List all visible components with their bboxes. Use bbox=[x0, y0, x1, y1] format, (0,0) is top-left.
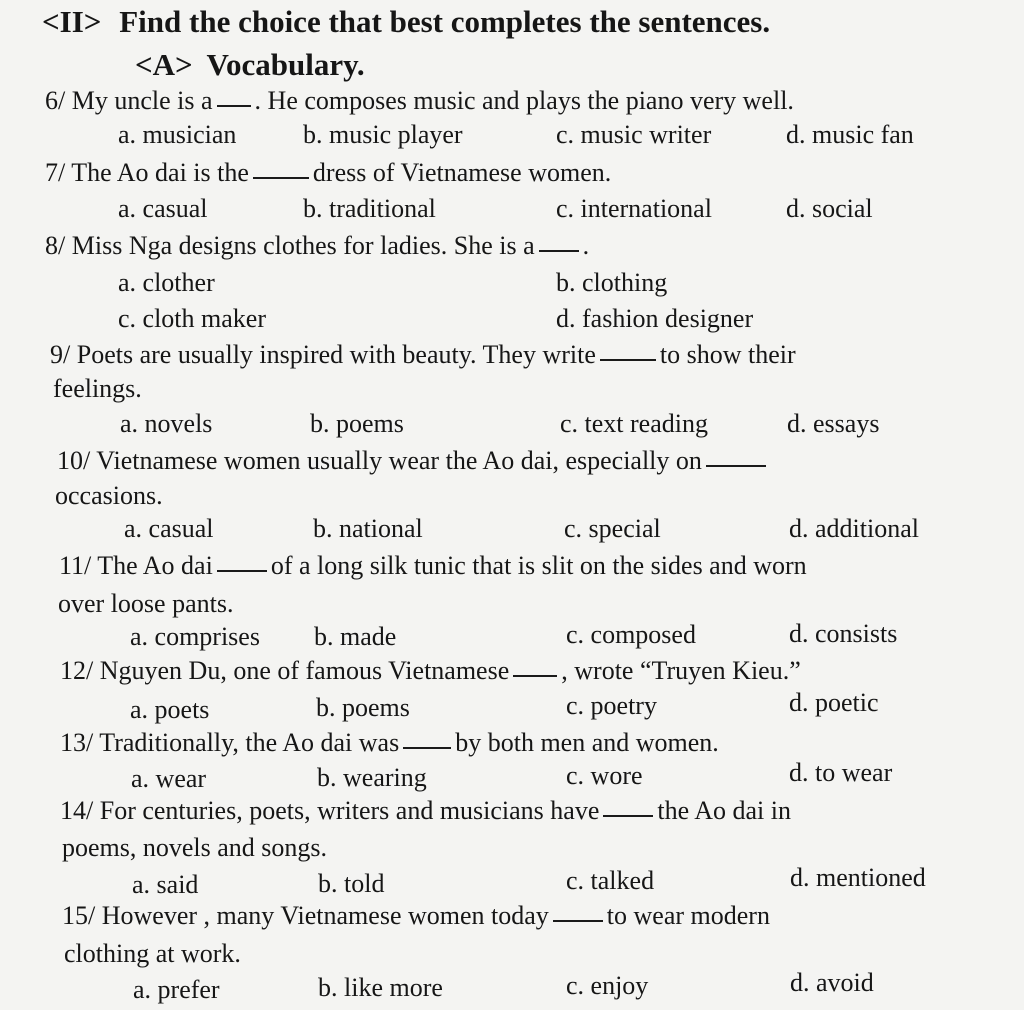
option-c: c. wore bbox=[566, 761, 643, 790]
question-text: the Ao dai in bbox=[657, 796, 791, 825]
question-9-continuation: feelings. bbox=[53, 374, 142, 403]
option-b: b. music player bbox=[303, 120, 463, 149]
part-label: <II> bbox=[42, 4, 102, 39]
question-15 bbox=[62, 903, 770, 929]
option-c: c. cloth maker bbox=[118, 304, 266, 333]
option-a: a. said bbox=[132, 870, 199, 899]
question-number: 7/ bbox=[45, 158, 66, 187]
option-b: b. wearing bbox=[317, 763, 427, 792]
question-text: Traditionally, the Ao dai was bbox=[99, 728, 400, 757]
option-d: d. avoid bbox=[790, 968, 874, 997]
question-7 bbox=[45, 160, 611, 186]
question-11-continuation: over loose pants. bbox=[58, 589, 234, 618]
option-b: b. told bbox=[318, 869, 385, 898]
question-14 bbox=[60, 798, 791, 824]
section-title: Find the choice that best completes the sentences. bbox=[119, 4, 771, 39]
question-text: For centuries, poets, writers and musicians have bbox=[99, 796, 600, 825]
option-a: a. wear bbox=[131, 764, 207, 793]
option-b: b. made bbox=[314, 622, 397, 651]
question-text: The Ao dai bbox=[97, 551, 213, 580]
option-b: b. national bbox=[313, 514, 423, 543]
option-c: c. text reading bbox=[560, 409, 708, 438]
option-d: d. mentioned bbox=[790, 863, 926, 892]
option-c: c. composed bbox=[566, 620, 696, 649]
option-a: a. casual bbox=[124, 514, 214, 543]
option-c: c. talked bbox=[566, 866, 655, 895]
question-8 bbox=[45, 233, 589, 259]
question-text: , wrote “Truyen Kieu.” bbox=[561, 656, 801, 685]
question-14-continuation: poems, novels and songs. bbox=[62, 833, 328, 862]
answer-blank bbox=[217, 104, 251, 107]
question-13 bbox=[60, 730, 719, 756]
option-a: a. comprises bbox=[130, 622, 260, 651]
question-text: My uncle is a bbox=[71, 86, 213, 115]
answer-blank bbox=[539, 249, 579, 252]
option-d: d. music fan bbox=[786, 120, 914, 149]
question-12 bbox=[60, 658, 801, 684]
option-d: d. essays bbox=[787, 409, 880, 438]
option-d: d. consists bbox=[789, 619, 898, 648]
answer-blank bbox=[603, 814, 653, 817]
option-d: d. fashion designer bbox=[556, 304, 754, 333]
option-a: a. musician bbox=[118, 120, 237, 149]
option-b: b. like more bbox=[318, 973, 443, 1002]
option-b: b. traditional bbox=[303, 194, 436, 223]
sub-label: <A> bbox=[135, 47, 193, 82]
option-a: a. novels bbox=[120, 409, 213, 438]
question-text: Miss Nga designs clothes for ladies. She is a bbox=[71, 231, 535, 260]
question-6 bbox=[45, 88, 794, 114]
question-9 bbox=[50, 342, 796, 368]
subsection-title: Vocabulary. bbox=[206, 47, 365, 82]
question-text: Poets are usually inspired with beauty. They write bbox=[76, 340, 596, 369]
answer-blank bbox=[217, 569, 267, 572]
answer-blank bbox=[513, 674, 557, 677]
question-number: 6/ bbox=[45, 86, 66, 115]
question-text: dress of Vietnamese women. bbox=[312, 158, 612, 187]
question-number: 11/ bbox=[59, 551, 92, 580]
answer-blank bbox=[253, 176, 309, 179]
option-c: c. international bbox=[556, 194, 712, 223]
subsection-heading bbox=[135, 49, 365, 80]
option-c: c. music writer bbox=[556, 120, 712, 149]
question-text: However , many Vietnamese women today bbox=[101, 901, 549, 930]
question-text: Vietnamese women usually wear the Ao dai, especially on bbox=[96, 446, 702, 475]
question-text: . bbox=[582, 231, 590, 260]
question-text: of a long silk tunic that is slit on the sides and worn bbox=[270, 551, 807, 580]
question-number: 8/ bbox=[45, 231, 66, 260]
answer-blank bbox=[553, 919, 603, 922]
option-d: d. to wear bbox=[789, 758, 893, 787]
option-a: a. casual bbox=[118, 194, 208, 223]
option-a: a. poets bbox=[130, 695, 210, 724]
option-b: b. poems bbox=[316, 693, 410, 722]
question-text: Nguyen Du, one of famous Vietnamese bbox=[99, 656, 510, 685]
question-text: to wear modern bbox=[606, 901, 770, 930]
option-d: d. social bbox=[786, 194, 873, 223]
question-15-continuation: clothing at work. bbox=[64, 939, 241, 968]
option-d: d. poetic bbox=[789, 688, 879, 717]
question-number: 10/ bbox=[57, 446, 91, 475]
question-number: 9/ bbox=[50, 340, 71, 369]
question-10 bbox=[57, 448, 770, 474]
question-number: 14/ bbox=[60, 796, 94, 825]
question-number: 15/ bbox=[62, 901, 96, 930]
question-text: to show their bbox=[659, 340, 796, 369]
question-11 bbox=[59, 553, 807, 579]
answer-blank bbox=[706, 464, 766, 467]
question-text: by both men and women. bbox=[455, 728, 719, 757]
option-a: a. prefer bbox=[133, 975, 220, 1004]
option-b: b. poems bbox=[310, 409, 404, 438]
question-text: The Ao dai is the bbox=[71, 158, 249, 187]
option-c: c. poetry bbox=[566, 691, 657, 720]
option-c: c. special bbox=[564, 514, 661, 543]
section-heading bbox=[42, 6, 770, 37]
option-a: a. clother bbox=[118, 268, 215, 297]
question-number: 12/ bbox=[60, 656, 94, 685]
question-text: . He composes music and plays the piano very well. bbox=[254, 86, 794, 115]
question-number: 13/ bbox=[60, 728, 94, 757]
option-c: c. enjoy bbox=[566, 971, 649, 1000]
answer-blank bbox=[403, 746, 451, 749]
question-10-continuation: occasions. bbox=[55, 481, 163, 510]
option-b: b. clothing bbox=[556, 268, 668, 297]
answer-blank bbox=[600, 358, 656, 361]
option-d: d. additional bbox=[789, 514, 919, 543]
